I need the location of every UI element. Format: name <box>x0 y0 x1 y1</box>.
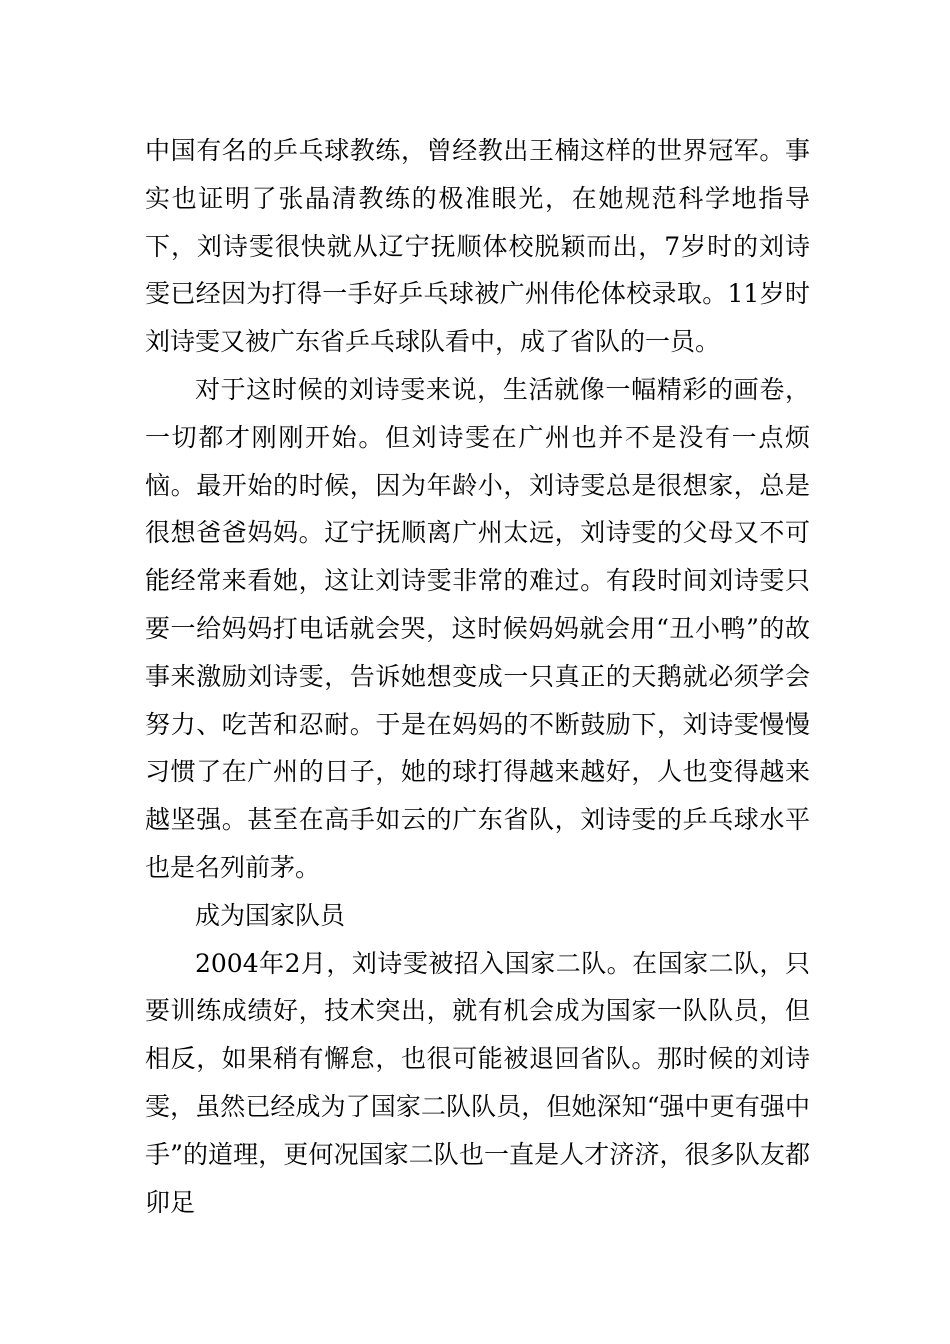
paragraph-national-team: 2004年2月，刘诗雯被招入国家二队。在国家二队，只要训练成绩好，技术突出，就有机会成为国家一队队员，但相反，如果稍有懈怠，也很可能被退回省队。那时候的刘诗雯，虽然已经成为了国家二队队员，但她深知“强中更有强中手”的道理，更何况国家二队也一直是人才济济，很多队友都卯足 <box>145 948 810 1217</box>
paragraph-continuation: 中国有名的乒乓球教练，曾经教出王楠这样的世界冠军。事实也证明了张晶清教练的极准眼光，在她规范科学地指导下，刘诗雯很快就从辽宁抚顺体校脱颖而出，7岁时的刘诗雯已经因为打得一手好乒乓球被广州伟伦体校录取。11岁时刘诗雯又被广东省乒乓球队看中，成了省队的一员。 <box>145 136 810 357</box>
paragraph-life-in-guangzhou: 对于这时候的刘诗雯来说，生活就像一幅精彩的画卷，一切都才刚刚开始。但刘诗雯在广州也并不是没有一点烦恼。最开始的时候，因为年龄小，刘诗雯总是很想家，总是很想爸爸妈妈。辽宁抚顺离广州太远，刘诗雯的父母又不可能经常来看她，这让刘诗雯非常的难过。有段时间刘诗雯只要一给妈妈打电话就会哭，这时候妈妈就会用“丑小鸭”的故事来激励刘诗雯，告诉她想变成一只真正的天鹅就必须学会努力、吃苦和忍耐。于是在妈妈的不断鼓励下，刘诗雯慢慢习惯了在广州的日子，她的球打得越来越好，人也变得越来越坚强。甚至在高手如云的广东省队，刘诗雯的乒乓球水平也是名列前茅。 <box>145 374 810 882</box>
section-heading-national-team: 成为国家队员 <box>195 900 346 930</box>
document-body <box>145 127 810 1226</box>
